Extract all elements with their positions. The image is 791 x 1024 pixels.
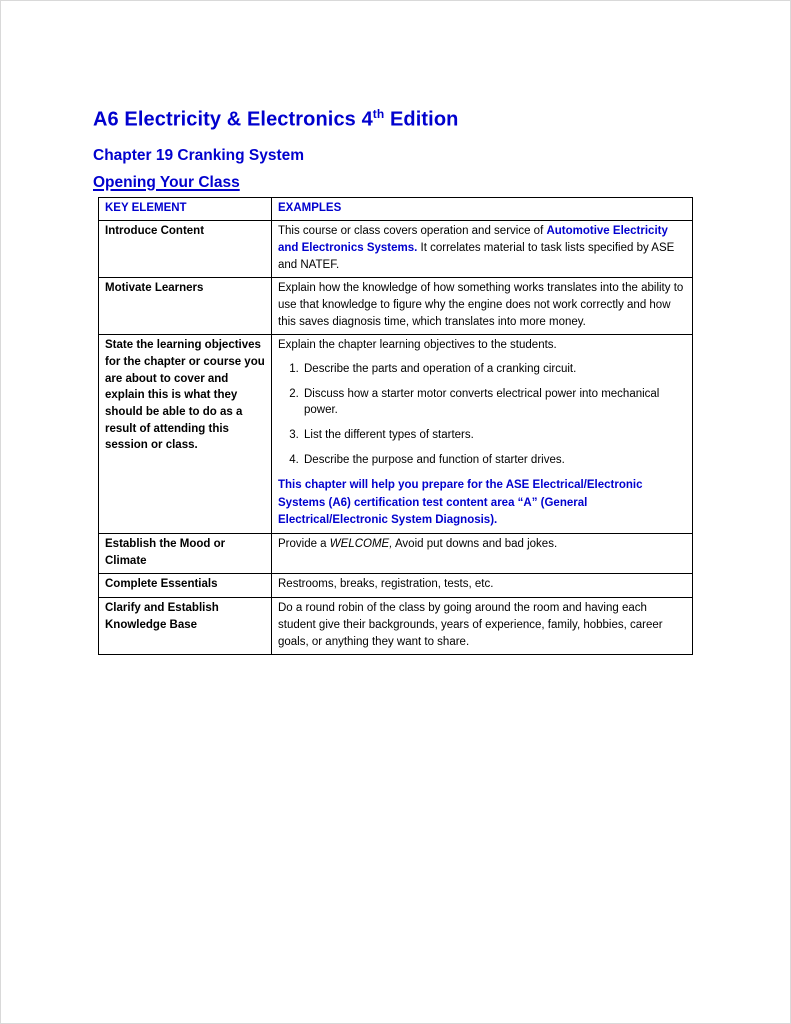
table-row-establish-mood [99,534,693,574]
col-header-key-element: KEY ELEMENT [99,197,272,221]
ase-certification-note: This chapter will help you prepare for the ASE Electrical/Electronic Systems (A6) certification test content area “A” (General Electrical/Electronic System Diagnosis). [278,479,643,526]
emphasized-text: WELCOME, [329,538,393,551]
examples-cell [272,534,693,574]
examples-cell: Restrooms, breaks, registration, tests, etc. [272,574,693,598]
col-header-examples: EXAMPLES [272,197,693,221]
examples-cell: Do a round robin of the class by going around the room and having each student give their backgrounds, years of experience, family, hobbies, career goals, or anything they want to share. [272,598,693,655]
examples-cell [272,335,693,534]
title-superscript: th [372,107,385,121]
key-element-cell: State the learning objectives for the chapter or course you are about to cover and explain this is what they should be able to do as a result of attending this session or class. [99,335,272,534]
document-title [93,107,699,132]
objective-item: 2. Discuss how a starter motor converts electrical power into mechanical power. [302,386,686,419]
table-row-introduce-content [99,221,693,278]
text-segment: It correlates material to task lists specified by ASE and NATEF. [278,242,675,271]
key-element-table [98,197,693,656]
objective-item: 1. Describe the parts and operation of a cranking circuit. [302,361,686,378]
objectives-list [278,361,686,468]
examples-cell [272,221,693,278]
objectives-intro: Explain the chapter learning objectives to the students. [278,339,557,352]
title-text-suffix: Edition [384,108,459,131]
page-content [93,107,699,655]
table-row-complete-essentials [99,574,693,598]
table-row-clarify-knowledge [99,598,693,655]
key-element-cell: Motivate Learners [99,278,272,335]
key-element-cell: Establish the Mood or Climate [99,534,272,574]
key-element-cell: Introduce Content [99,221,272,278]
chapter-heading: Chapter 19 Cranking System [93,146,305,164]
objective-item: 3. List the different types of starters. [302,427,686,444]
examples-cell: Explain how the knowledge of how something works translates into the ability to use that knowledge to figure why the engine does not work correctly and how this saves diagnosis time, which translates into more money. [272,278,693,335]
text-segment: This course or class covers operation and service of [278,225,547,238]
table-header-row [99,197,693,221]
key-element-cell: Complete Essentials [99,574,272,598]
key-element-cell: Clarify and Establish Knowledge Base [99,598,272,655]
table-row-motivate-learners [99,278,693,335]
text-segment: Avoid put downs and bad jokes. [392,538,558,551]
table-row-learning-objectives [99,335,693,534]
title-text: A6 Electricity & Electronics 4 [93,108,373,131]
highlighted-text: Automotive Electricity and Electronics Systems. [278,225,668,254]
text-segment: Provide a [278,538,330,551]
section-heading: Opening Your Class [93,173,240,191]
objective-item: 4. Describe the purpose and function of starter drives. [302,452,686,469]
